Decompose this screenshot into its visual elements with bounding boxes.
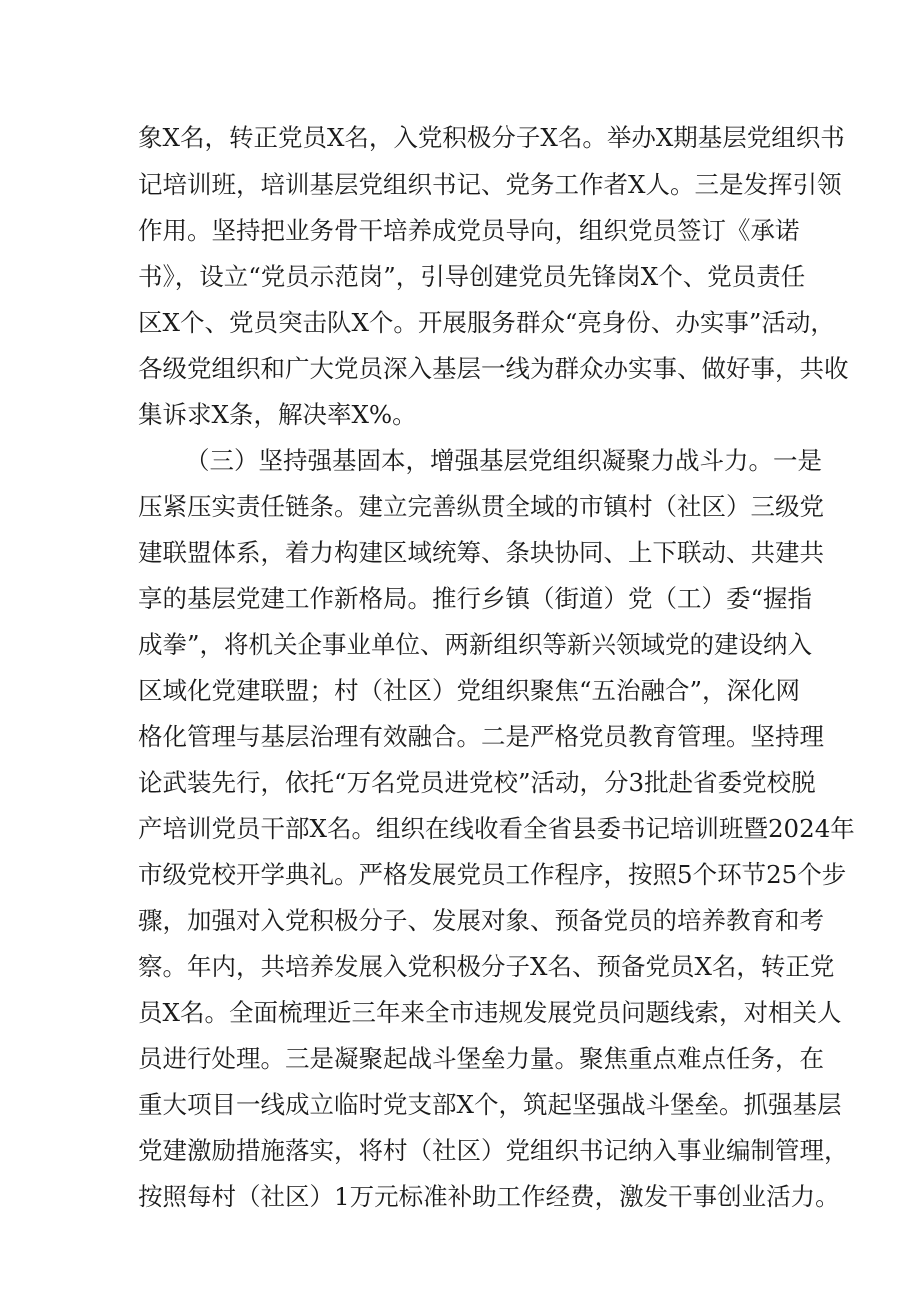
body-text-line: 集诉求X条，解决率X%。 <box>138 400 417 429</box>
body-text-line: 各级党组织和广大党员深入基层一线为群众办实事、做好事，共收 <box>138 354 849 383</box>
body-text-line: 享的基层党建工作新格局。推行乡镇（街道）党（工）委“握指 <box>138 584 813 613</box>
body-text-line: 格化管理与基层治理有效融合。二是严格党员教育管理。坚持理 <box>138 722 824 751</box>
body-text-line: 察。年内，共培养发展入党积极分子X名、预备党员X名，转正党 <box>138 952 835 981</box>
body-text-line: 员进行处理。三是凝聚起战斗堡垒力量。聚焦重点难点任务，在 <box>138 1044 824 1073</box>
body-text-line: 书》，设立“党员示范岗”，引导创建党员先锋岗X个、党员责任 <box>138 262 806 291</box>
section-heading-line: （三）坚持强基固本，增强基层党组织凝聚力战斗力。一是 <box>185 446 822 475</box>
body-text-line: 建联盟体系，着力构建区域统筹、条块协同、上下联动、共建共 <box>138 538 824 567</box>
body-text-line: 象X名，转正党员X名，入党积极分子X名。举办X期基层党组织书 <box>138 123 845 152</box>
body-text-line: 按照每村（社区）1万元标准补助工作经费，激发干事创业活力。 <box>138 1182 840 1211</box>
body-text-line: 员X名。全面梳理近三年来全市违规发展党员问题线索，对相关人 <box>138 998 842 1027</box>
body-text-line: 重大项目一线成立临时党支部X个，筑起坚强战斗堡垒。抓强基层 <box>138 1090 842 1119</box>
body-text-line: 区域化党建联盟；村（社区）党组织聚焦“五治融合”，深化网 <box>138 676 801 705</box>
body-text-line: 骤，加强对入党积极分子、发展对象、预备党员的培养教育和考 <box>138 906 824 935</box>
body-text-line: 论武装先行，依托“万名党员进党校”活动，分3批赴省委党校脱 <box>138 768 816 797</box>
body-text-line: 区X个、党员突击队X个。开展服务群众“亮身份、办实事”活动， <box>138 308 835 337</box>
body-text-line: 作用。坚持把业务骨干培养成党员导向，组织党员签订《承诺 <box>138 216 800 245</box>
body-text-line: 市级党校开学典礼。严格发展党员工作程序，按照5个环节25个步 <box>138 860 847 889</box>
body-text-line: 压紧压实责任链条。建立完善纵贯全域的市镇村（社区）三级党 <box>138 492 824 521</box>
body-text-line: 记培训班，培训基层党组织书记、党务工作者X人。三是发挥引领 <box>138 170 842 199</box>
body-text-line: 成拳”，将机关企事业单位、两新组织等新兴领域党的建设纳入 <box>138 630 813 659</box>
body-text-line: 党建激励措施落实，将村（社区）党组织书记纳入事业编制管理， <box>138 1136 849 1165</box>
body-text-line: 产培训党员干部X名。组织在线收看全省县委书记培训班暨2024年 <box>138 814 855 843</box>
